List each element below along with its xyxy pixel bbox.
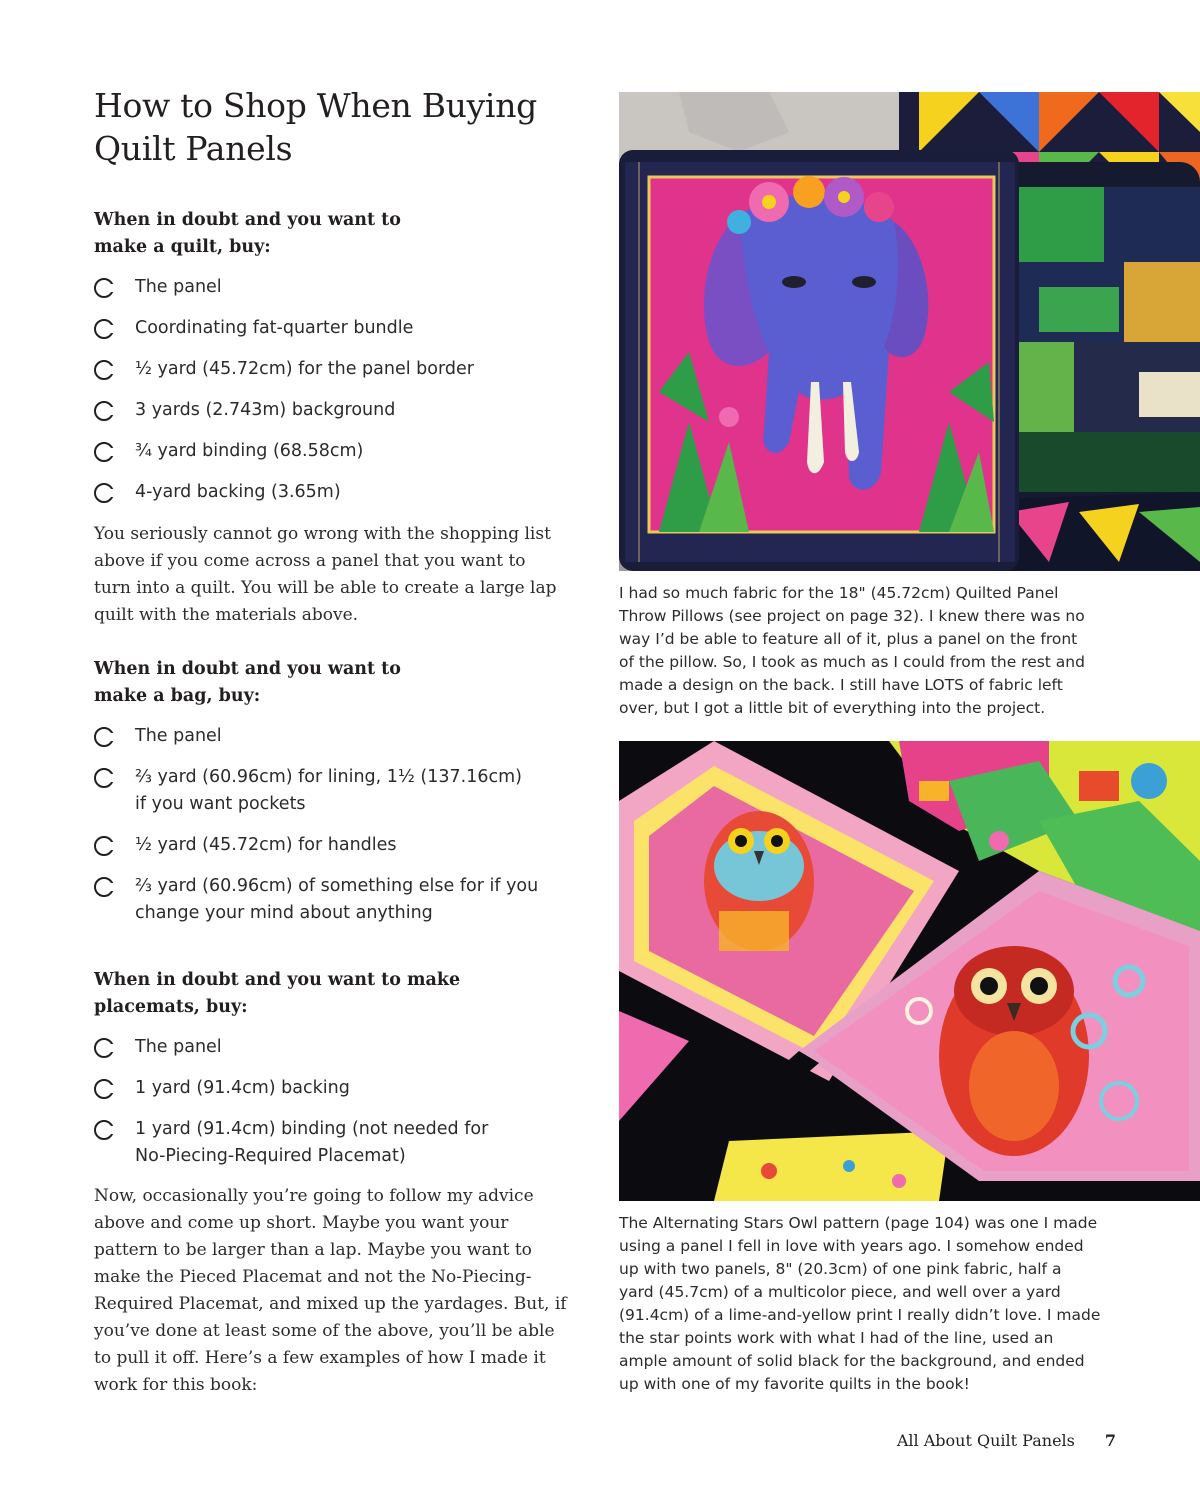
placemats-shopping-list [94, 1034, 594, 1170]
owl-quilt-illustration [619, 741, 1200, 1201]
left-column [94, 84, 594, 1399]
heading-line: When in doubt and you want to [94, 210, 401, 230]
checkbox-icon[interactable] [94, 319, 114, 339]
list-item[interactable]: 3 yards (2.743m) background [94, 397, 594, 424]
placemats-heading [94, 967, 594, 1021]
page-footer [897, 1431, 1116, 1450]
list-item[interactable]: The panel [94, 723, 594, 750]
quilt-heading [94, 207, 594, 261]
checkbox-icon[interactable] [94, 483, 114, 503]
list-item[interactable]: Coordinating fat-quarter bundle [94, 315, 594, 342]
bag-shopping-list [94, 723, 594, 927]
checkbox-icon[interactable] [94, 442, 114, 462]
footer-section-title: All About Quilt Panels [896, 1431, 1075, 1450]
list-item[interactable]: 4-yard backing (3.65m) [94, 479, 594, 506]
page-number: 7 [1104, 1431, 1116, 1450]
heading-line: make a quilt, buy: [94, 237, 271, 257]
heading-line: When in doubt and you want to make [94, 970, 461, 990]
heading-line: placemats, buy: [94, 997, 248, 1017]
list-item[interactable]: ¾ yard binding (68.58cm) [94, 438, 594, 465]
checkbox-icon[interactable] [94, 836, 114, 856]
checkbox-icon[interactable] [94, 1079, 114, 1099]
list-item[interactable]: ⅔ yard (60.96cm) of something else for if you change your mind about anything [94, 873, 594, 927]
checkbox-icon[interactable] [94, 278, 114, 298]
title-line: Quilt Panels [94, 129, 293, 168]
pillow-photo [619, 92, 1200, 571]
owl-caption: The Alternating Stars Owl pattern (page 104) was one I made using a panel I fell in love with years ago. I somehow ended up with two panels, 8" (20.3cm) of one pink fabric, half a yard (45.7cm) of a multicolor piece, and well over a yard (91.4cm) of a lime-and-yellow print I really didn’t love. I made the star points work with what I had of the line, used an ample amount of solid black for the background, and ended up with one of my favorite quilts in the book! [619, 1214, 1101, 1393]
placemats-paragraph: Now, occasionally you’re going to follow my advice above and come up short. Maybe you want your pattern to be larger than a lap. Maybe you want to make the Pieced Placemat and not the No-Piecing- Required Placemat, and mixed up the yardages. But, if you’ve done at least some of the above, you’ll be able to pull it off. Here’s a few examples of how I made it work for this book: [94, 1186, 567, 1395]
pillow-photo-illustration [619, 92, 1200, 571]
list-item[interactable]: ½ yard (45.72cm) for handles [94, 832, 594, 859]
checkbox-icon[interactable] [94, 1120, 114, 1140]
checkbox-icon[interactable] [94, 360, 114, 380]
list-item[interactable]: ½ yard (45.72cm) for the panel border [94, 356, 594, 383]
title-line: How to Shop When Buying [94, 86, 537, 125]
list-item[interactable]: The panel [94, 1034, 594, 1061]
list-item[interactable]: 1 yard (91.4cm) binding (not needed for No-Piecing-Required Placemat) [94, 1116, 594, 1170]
checkbox-icon[interactable] [94, 877, 114, 897]
heading-line: make a bag, buy: [94, 686, 261, 706]
quilt-shopping-list [94, 274, 594, 506]
checkbox-icon[interactable] [94, 727, 114, 747]
owl-quilt-photo [619, 741, 1200, 1201]
checkbox-icon[interactable] [94, 768, 114, 788]
bag-heading [94, 656, 594, 710]
page-title [94, 84, 594, 170]
list-item[interactable]: ⅔ yard (60.96cm) for lining, 1½ (137.16cm) if you want pockets [94, 764, 594, 818]
list-item[interactable]: 1 yard (91.4cm) backing [94, 1075, 594, 1102]
checkbox-icon[interactable] [94, 401, 114, 421]
checkbox-icon[interactable] [94, 1038, 114, 1058]
quilt-paragraph: You seriously cannot go wrong with the shopping list above if you come across a panel that you want to turn into a quilt. You will be able to create a large lap quilt with the materials above. [94, 524, 557, 625]
list-item[interactable]: The panel [94, 274, 594, 301]
heading-line: When in doubt and you want to [94, 659, 401, 679]
pillow-caption: I had so much fabric for the 18" (45.72cm) Quilted Panel Throw Pillows (see project on page 32). I knew there was no way I’d be able to feature all of it, plus a panel on the front of the pillow. So, I took as much as I could from the rest and made a design on the back. I still have LOTS of fabric left over, but I got a little bit of everything into the project. [619, 584, 1085, 717]
